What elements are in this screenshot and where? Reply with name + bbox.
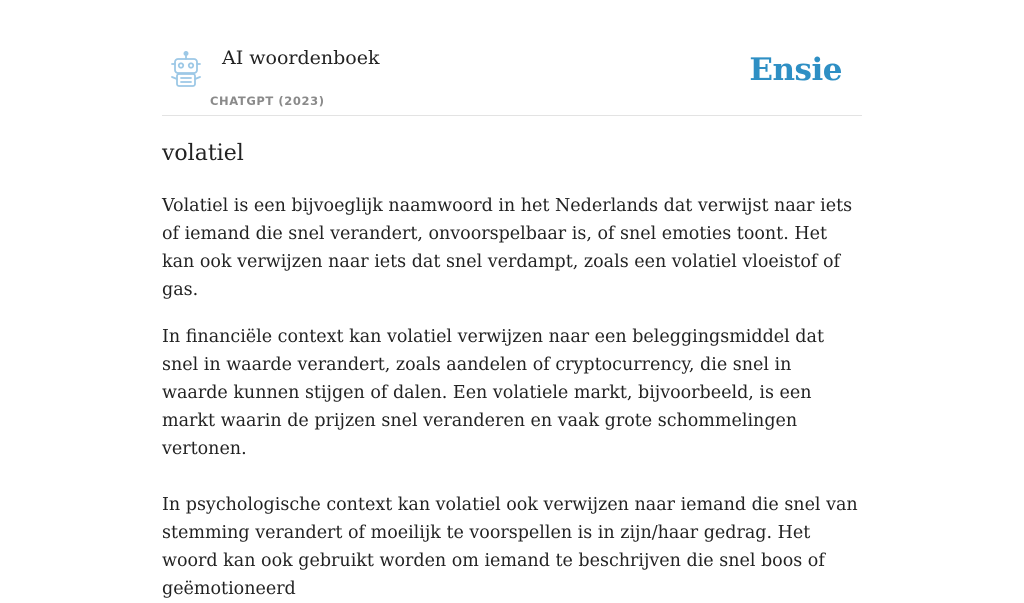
robot-icon bbox=[166, 50, 206, 90]
dictionary-source: CHATGPT (2023) bbox=[210, 94, 325, 108]
entry-term: volatiel bbox=[162, 141, 244, 166]
dictionary-header bbox=[162, 0, 862, 116]
definition-paragraph: In psychologische context kan volatiel ook verwijzen naar iemand die snel van stemming verandert of moeilijk te voorspellen is in zijn/haar gedrag. Het woord kan ook gebruikt worden om iemand te beschrijven die snel boos of geëmotioneerd bbox=[162, 495, 858, 599]
definition-paragraph: In financiële context kan volatiel verwijzen naar een beleggingsmiddel dat snel in waarde verandert, zoals aandelen of cryptocurrency, die snel in waarde kunnen stijgen of dalen. Een volatiele markt, bijvoorbeeld, is een markt waarin de prijzen snel veranderen en vaak grote schommelingen vertonen. bbox=[162, 327, 824, 459]
definition-body bbox=[162, 192, 862, 603]
dictionary-title[interactable]: AI woordenboek bbox=[222, 47, 380, 69]
definition-paragraph: Volatiel is een bijvoeglijk naamwoord in het Nederlands dat verwijst naar iets of iemand die snel verandert, onvoorspelbaar is, of snel emoties toont. Het kan ook verwijzen naar iets dat snel verdampt, zoals een volatiel vloeistof of gas. bbox=[162, 196, 853, 300]
ensie-logo[interactable]: Ensie bbox=[749, 52, 842, 88]
